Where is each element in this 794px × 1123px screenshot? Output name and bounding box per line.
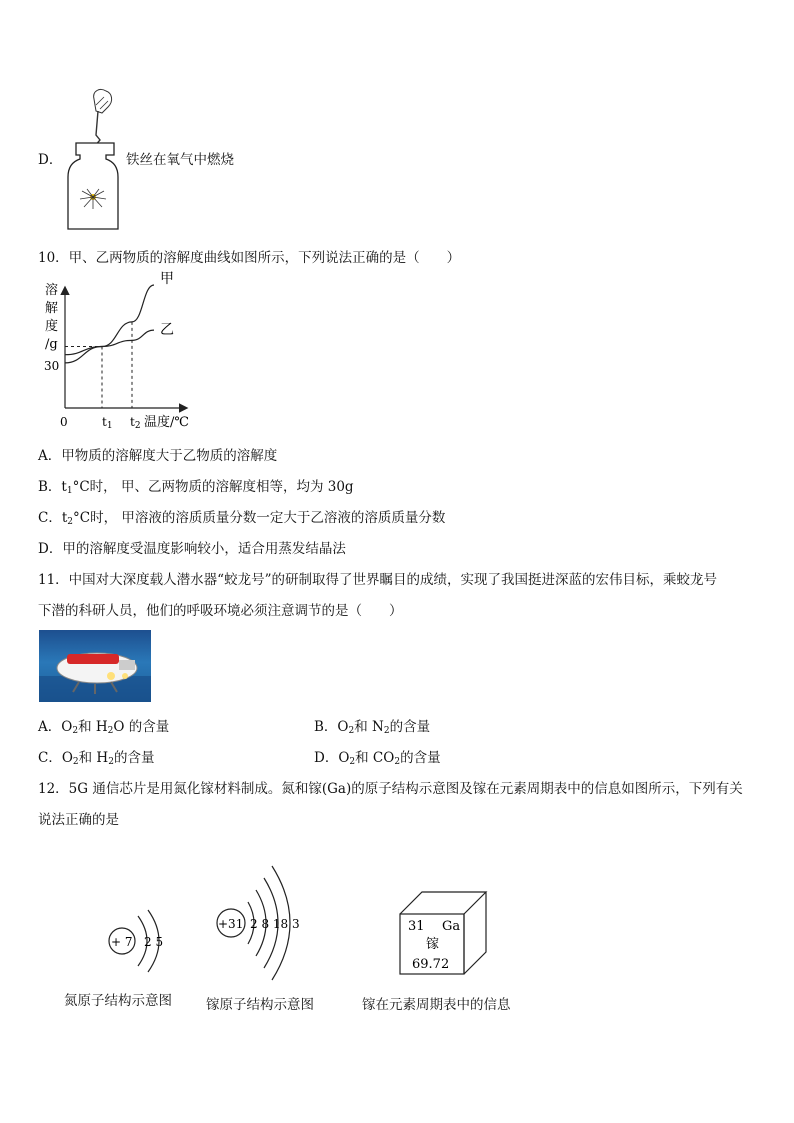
series-label-yi: 乙 — [160, 322, 174, 339]
q11-stem-line1: 11．中国对大深度载人潜水器“蛟龙号”的研制取得了世界瞩目的成绩，实现了我国挺进深蓝的宏伟目标，乘蛟龙号 — [38, 572, 717, 588]
periodic-caption: 镓在元素周期表中的信息 — [362, 997, 511, 1013]
series-line-jia — [65, 285, 154, 363]
x-axis-label: 温度/℃ — [144, 415, 189, 430]
iron-wire-bottle-illustration — [62, 85, 122, 233]
ga-electrons: 2 8 18 3 — [250, 917, 300, 931]
submarine-photo — [39, 630, 151, 702]
q11-stem-line2: 下潜的科研人员，他们的呼吸环境必须注意调节的是（ ） — [38, 603, 403, 619]
origin-label: 0 — [60, 415, 68, 429]
n-nucleus: + 7 — [111, 935, 133, 949]
atomic-number: 31 — [408, 919, 425, 934]
q10-option-b[interactable]: B．$t_1^\circ C$时， 甲、乙两物质的溶解度相等，均为 30g — [38, 479, 354, 496]
x-tick-t1: t1 — [102, 415, 113, 431]
periodic-table-cell — [398, 890, 490, 980]
q10-option-d[interactable]: D．甲的溶解度受温度影响较小，适合用蒸发结晶法 — [38, 541, 346, 557]
q10-option-a[interactable]: A．甲物质的溶解度大于乙物质的溶解度 — [38, 448, 278, 464]
ga-nucleus: +31 — [218, 917, 244, 931]
ga-atom-caption: 镓原子结构示意图 — [206, 997, 314, 1013]
y-axis-label-char: 溶 — [45, 283, 59, 298]
series-line-yi — [65, 330, 154, 355]
q10-option-c[interactable]: C．$t_2^\circ C$时， 甲溶液的溶质质量分数一定大于乙溶液的溶质质量分数 — [38, 510, 446, 527]
y-axis-label — [45, 282, 58, 352]
n-electrons: 2 5 — [144, 935, 164, 949]
n-atom-caption: 氮原子结构示意图 — [64, 993, 172, 1009]
q10-stem: 10．甲、乙两物质的溶解度曲线如图所示，下列说法正确的是（ ） — [38, 250, 461, 266]
x-tick-t2: t2 — [130, 415, 141, 431]
y-axis-label-char: /g — [45, 337, 58, 352]
element-name: 镓 — [426, 937, 440, 952]
y-axis-label-char: 解 — [45, 301, 59, 316]
q12-stem-line2: 说法正确的是 — [38, 812, 119, 828]
solubility-chart — [36, 271, 206, 436]
y-tick-30: 30 — [44, 359, 60, 373]
element-symbol: Ga — [442, 919, 461, 934]
option-d-letter: D． — [38, 152, 63, 168]
q11-option-a[interactable]: A．$O_2$和 $H_2O$ 的含量 — [38, 719, 170, 736]
q11-option-c[interactable]: C．$O_2$和 $H_2$的含量 — [38, 750, 155, 767]
gallium-atom-diagram — [214, 862, 314, 986]
q11-option-d[interactable]: D．$O_2$和 $CO_2$的含量 — [314, 750, 441, 767]
q11-option-b[interactable]: B．$O_2$和 $N_2$的含量 — [314, 719, 431, 736]
y-axis-label-char: 度 — [45, 319, 59, 334]
q12-stem-line1: 12．5G 通信芯片是用氮化镓材料制成。氮和镓(Ga)的原子结构示意图及镓在元素周期表中的信息如图所示，下列有关 — [38, 781, 743, 797]
nitrogen-atom-diagram — [104, 900, 174, 980]
atomic-mass: 69.72 — [412, 957, 450, 972]
series-label-jia: 甲 — [160, 271, 174, 287]
option-d-text: 铁丝在氧气中燃烧 — [126, 152, 234, 168]
